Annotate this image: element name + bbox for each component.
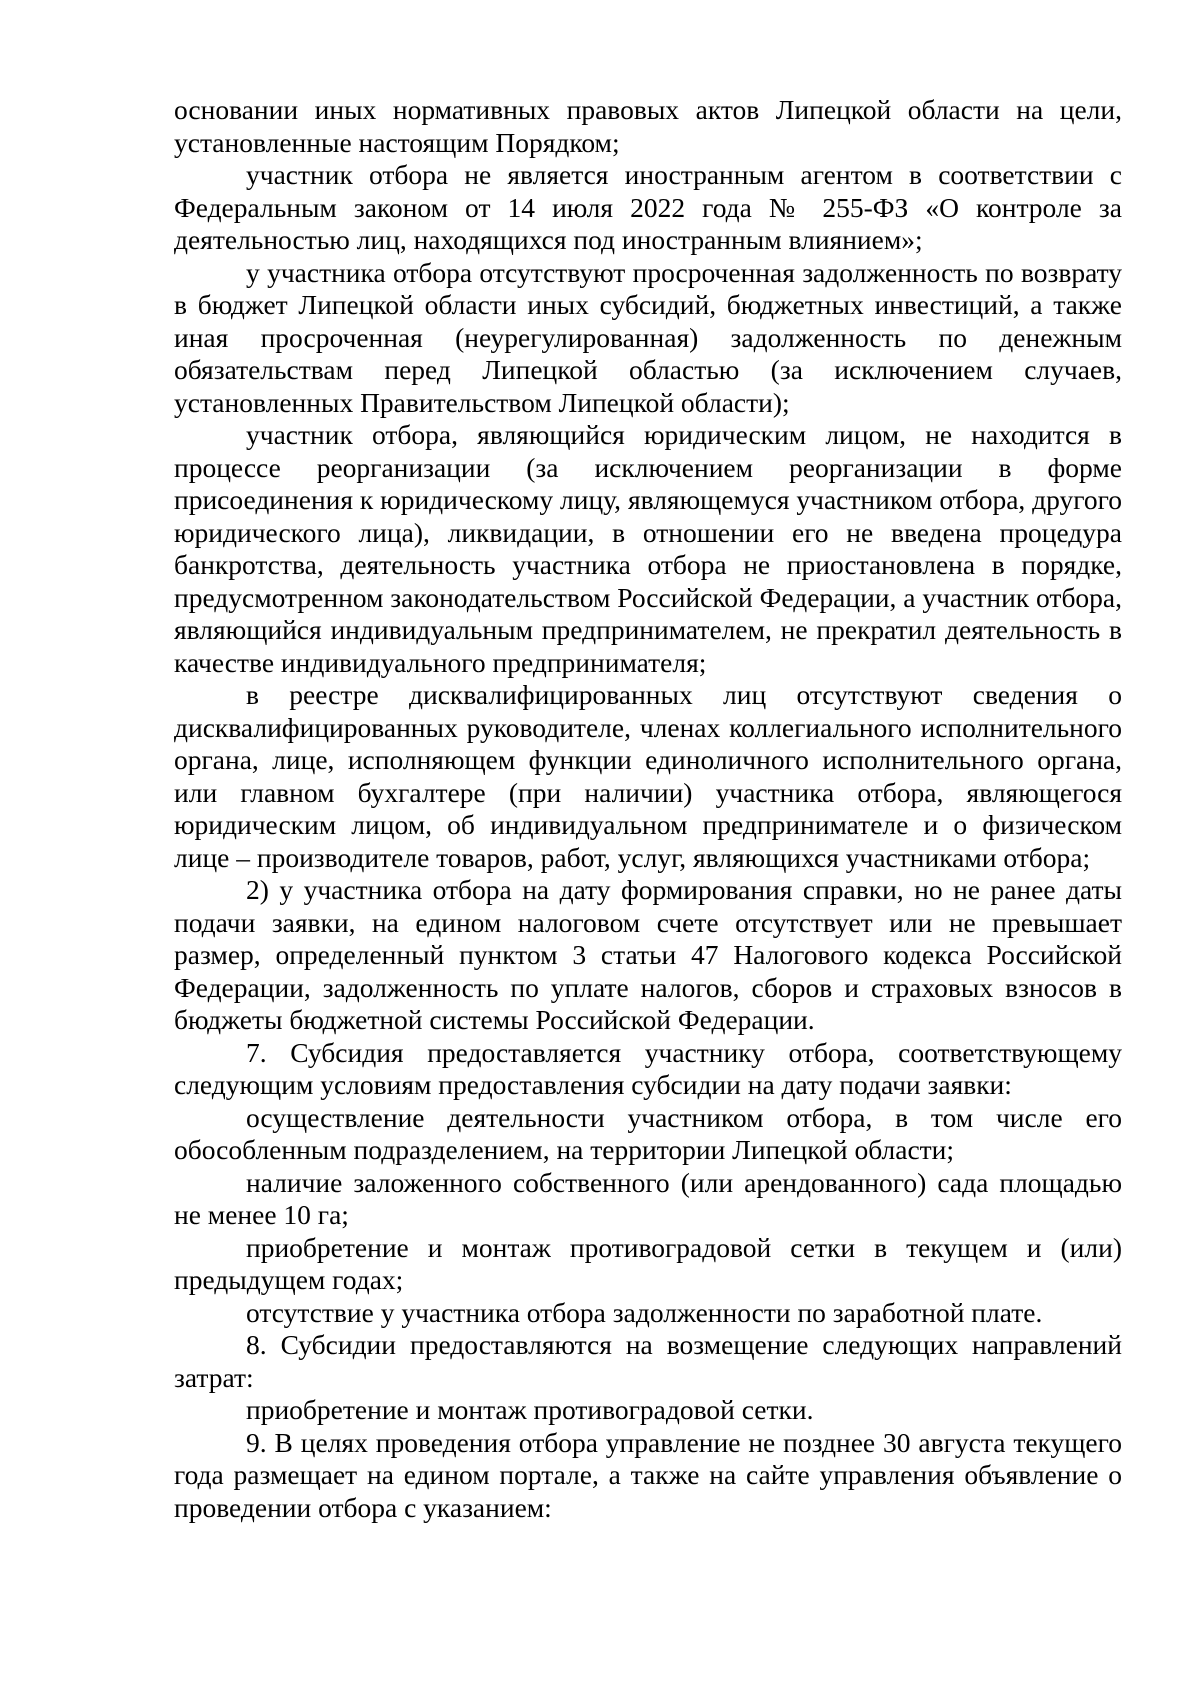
paragraph-11: отсутствие у участника отбора задолженности по заработной плате. [246, 1296, 1043, 1328]
paragraph-2: участник отбора не является иностранным агентом в соответствии с Федеральным законом от 14 июля 2022 года № 255-ФЗ «О контроле за деятельностью лиц, находящихся под иностранным влиянием»; [174, 159, 1122, 255]
paragraph-4: участник отбора, являющийся юридическим лицом, не находится в процессе реорганизации (за исключением реорганизации в форме присоединения к юридическому лицу, являющемуся участником отбора, другого юридического лица), ликвидации, в отношении его не введена процедура банкротства, деятельность участника отбора не приостановлена в порядке, предусмотренном законодательством Российской Федерации, а участник отбора, являющийся индивидуальным предпринимателем, не прекратил деятельность в качестве индивидуального предпринимателя; [174, 419, 1123, 678]
document-page [174, 94, 1122, 1524]
paragraph-14: 9. В целях проведения отбора управление не позднее 30 августа текущего года размещает на едином портале, а также на сайте управления объявление о проведении отбора с указанием: [174, 1426, 1122, 1523]
paragraph-1: основании иных нормативных правовых актов Липецкой области на цели, установленные настоящим Порядком; [174, 94, 1122, 158]
paragraph-13: приобретение и монтаж противоградовой сетки. [246, 1394, 814, 1425]
paragraph-6: 2) у участника отбора на дату формирования справки, но не ранее даты подачи заявки, на едином налоговом счете отсутствует или не превышает размер, определенный пунктом 3 статьи 47 Налогового кодекса Российской Федерации, задолженность по уплате налогов, сборов и страховых взносов в бюджеты бюджетной системы Российской Федерации. [174, 874, 1122, 1035]
paragraph-9: наличие заложенного собственного (или арендованного) сада площадью не менее 10 га; [174, 1166, 1122, 1230]
paragraph-8: осуществление деятельности участником отбора, в том числе его обособленным подразделением, на территории Липецкой области; [174, 1101, 1122, 1165]
paragraph-12: 8. Субсидии предоставляются на возмещение следующих направлений затрат: [174, 1329, 1122, 1393]
paragraph-5: в реестре дисквалифицированных лиц отсутствуют сведения о дисквалифицированных руководителе, членах коллегиального исполнительного органа, лице, исполняющем функции единоличного исполнительного органа, или главном бухгалтере (при наличии) участника отбора, являющегося юридическим лицом, об индивидуальном предпринимателе и о физическом лице – производителе товаров, работ, услуг, являющихся участниками отбора; [174, 679, 1122, 873]
paragraph-10: приобретение и монтаж противоградовой сетки в текущем и (или) предыдущем годах; [174, 1231, 1122, 1295]
paragraph-7: 7. Субсидия предоставляется участнику отбора, соответствующему следующим условиям предоставления субсидии на дату подачи заявки: [174, 1036, 1122, 1100]
paragraph-3: у участника отбора отсутствуют просроченная задолженность по возврату в бюджет Липецкой области иных субсидий, бюджетных инвестиций, а также иная просроченная (неурегулированная) задолженность по денежным обязательствам перед Липецкой областью (за исключением случаев, установленных Правительством Липецкой области); [174, 256, 1122, 418]
